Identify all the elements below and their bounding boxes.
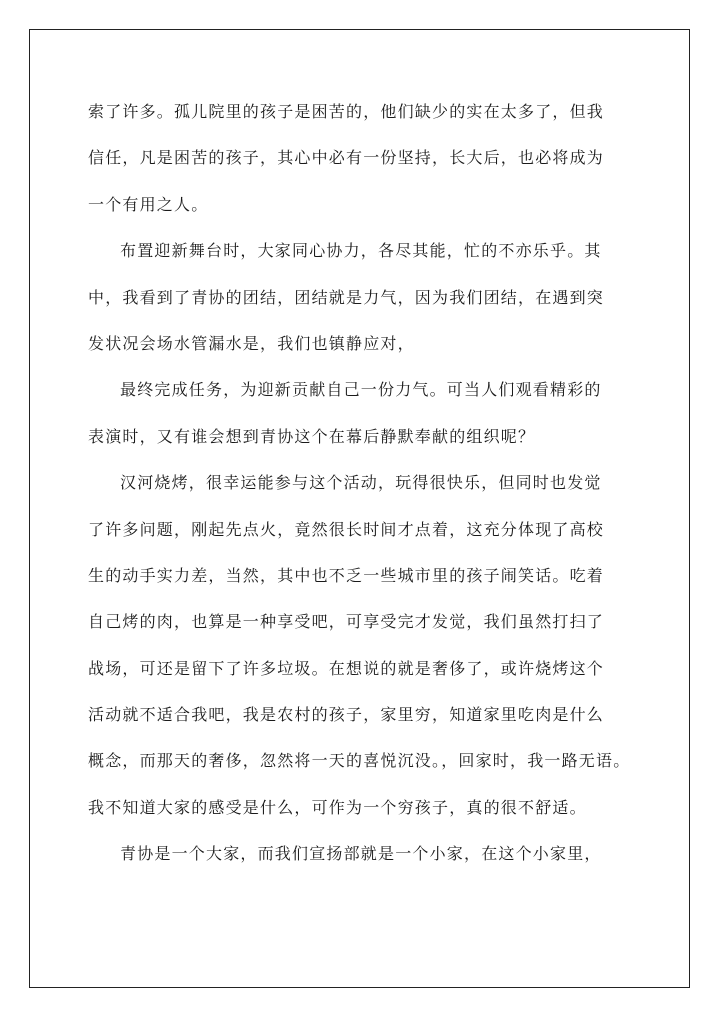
text-line: 表演时，又有谁会想到青协这个在幕后静默奉献的组织呢？ [88, 426, 536, 446]
text-line: 索了许多。孤儿院里的孩子是困苦的，他们缺少的实在太多了，但我 [88, 102, 605, 121]
paragraph-start-line: 布置迎新舞台时，大家同心协力，各尽其能，忙的不亦乐乎。其 [120, 241, 602, 261]
document-body [88, 92, 633, 881]
paragraph-start-line: 青协是一个大家，而我们宣扬部就是一个小家，在这个小家里， [120, 844, 602, 864]
text-line: 信任，凡是困苦的孩子，其心中必有一份坚持，长大后，也必将成为 [88, 148, 605, 168]
text-line: 自己烤的肉，也算是一种享受吧，可享受完才发觉，我们虽然打扫了 [88, 612, 605, 632]
text-line: 中，我看到了青协的团结，团结就是力气，因为我们团结，在遇到突 [88, 287, 605, 307]
text-line: 了许多问题，刚起先点火，竟然很长时间才点着，这充分体现了高校 [88, 519, 605, 539]
text-line: 概念，而那天的奢侈，忽然将一天的喜悦沉没。，回家时，我一路无语。 [88, 751, 631, 771]
text-line: 战场，可还是留下了许多垃圾。在想说的就是奢侈了，或许烧烤这个 [88, 658, 605, 678]
paragraph-start-line: 汉河烧烤，很幸运能参与这个活动，玩得很快乐，但同时也发觉 [120, 473, 602, 493]
text-line: 一个有用之人。 [88, 194, 209, 214]
paragraph-start-line: 最终完成任务，为迎新贡献自己一份力气。可当人们观看精彩的 [120, 380, 602, 400]
text-line: 活动就不适合我吧，我是农村的孩子，家里穷，知道家里吃肉是什么 [88, 705, 605, 725]
text-line: 生的动手实力差，当然，其中也不乏一些城市里的孩子闹笑话。吃着 [88, 565, 605, 585]
text-line: 发状况会场水管漏水是，我们也镇静应对， [88, 333, 415, 353]
text-line: 我不知道大家的感受是什么，可作为一个穷孩子，真的很不舒适。 [88, 797, 587, 817]
